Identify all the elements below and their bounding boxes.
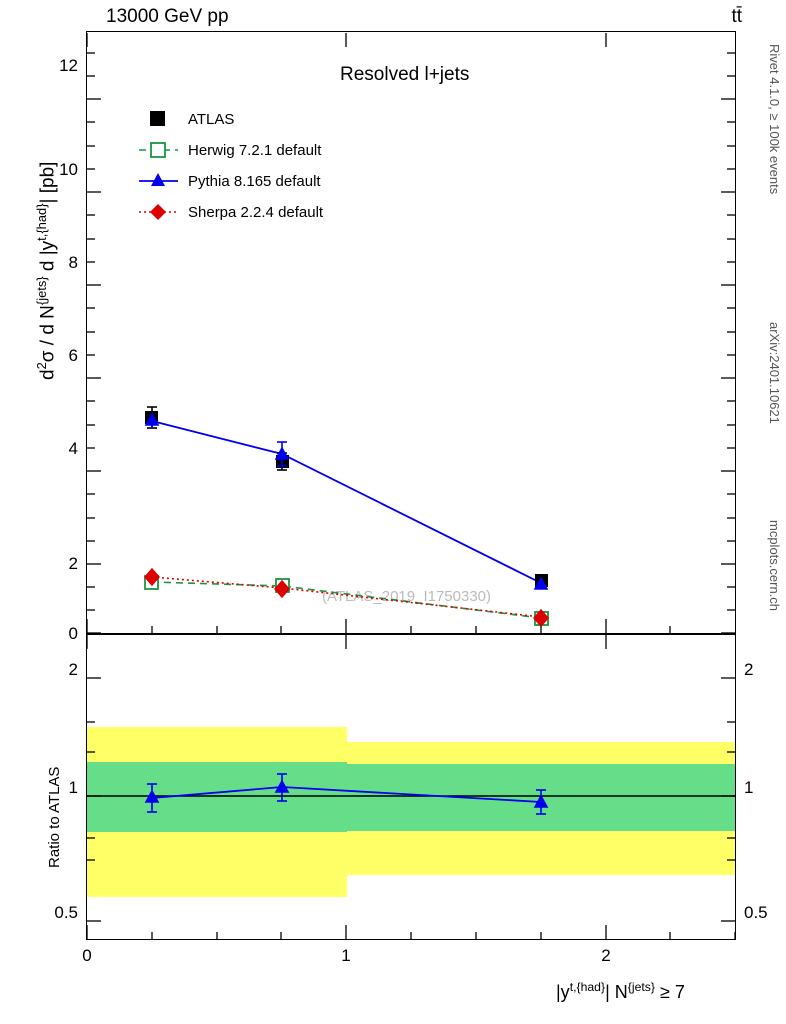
y-tick-4: 4 bbox=[68, 439, 78, 458]
series-points-sherpa bbox=[145, 569, 548, 626]
ratio-y-axis-label: Ratio to ATLAS bbox=[46, 766, 63, 868]
y-tick-8: 8 bbox=[68, 253, 78, 272]
ratio-y-tick-right-2: 2 bbox=[744, 660, 754, 679]
mcplots-label: mcplots.cern.ch bbox=[767, 520, 782, 612]
ratio-bands bbox=[87, 727, 735, 897]
analysis-watermark: (ATLAS_2019_I1750330) bbox=[322, 588, 492, 605]
band-green-seg1 bbox=[87, 762, 347, 832]
legend-marker-sherpa bbox=[150, 204, 166, 220]
legend-label-atlas: ATLAS bbox=[188, 111, 235, 128]
legend-marker-herwig bbox=[151, 143, 165, 157]
legend-marker-pythia bbox=[151, 173, 165, 186]
ratio-y-tick-0.5: 0.5 bbox=[54, 903, 78, 922]
y-tick-0: 0 bbox=[68, 624, 78, 643]
legend-label-pythia: Pythia 8.165 default bbox=[188, 173, 321, 190]
legend-markers bbox=[139, 111, 178, 220]
main-series-group bbox=[145, 407, 548, 626]
rivet-version-label: Rivet 4.1.0, ≥ 100k events bbox=[767, 44, 782, 195]
legend-label-sherpa: Sherpa 2.2.4 default bbox=[188, 204, 324, 221]
ratio-y-tick-2: 2 bbox=[68, 660, 78, 679]
ratio-y-tick-1: 1 bbox=[68, 778, 78, 797]
plot-title: Resolved l+jets bbox=[340, 64, 470, 85]
arxiv-label: arXiv:2401.10621 bbox=[767, 322, 782, 424]
header-left: 13000 GeV pp bbox=[106, 6, 229, 27]
legend-label-herwig: Herwig 7.2.1 default bbox=[188, 142, 322, 159]
main-y-ticks bbox=[87, 53, 735, 633]
ratio-y-tick-right-0.5: 0.5 bbox=[744, 903, 768, 922]
series-line-sherpa bbox=[152, 577, 541, 617]
header-right: tt̄ bbox=[731, 6, 742, 27]
y-tick-12: 12 bbox=[59, 56, 78, 75]
x-tick-1: 1 bbox=[341, 946, 351, 965]
series-line-pythia bbox=[152, 421, 541, 583]
series-line-herwig bbox=[152, 582, 541, 618]
x-axis-label: $|y^{t,\{had\}}|$ $N^{\{jets\}} \ge 7$ bbox=[556, 980, 685, 1002]
y-tick-6: 6 bbox=[68, 346, 78, 365]
x-tick-2: 2 bbox=[601, 946, 611, 965]
ratio-y-tick-right-1: 1 bbox=[744, 778, 754, 797]
series-points-pythia bbox=[146, 414, 547, 589]
y-tick-10: 10 bbox=[59, 160, 78, 179]
y-axis-label: $d^2\sigma$ / d $N^{\{jets\}}$ d $|y^{t,\{had\}}|$ [pb] bbox=[34, 161, 59, 380]
x-tick-0: 0 bbox=[82, 946, 92, 965]
legend-marker-atlas bbox=[150, 111, 165, 126]
y-tick-2: 2 bbox=[68, 554, 78, 573]
